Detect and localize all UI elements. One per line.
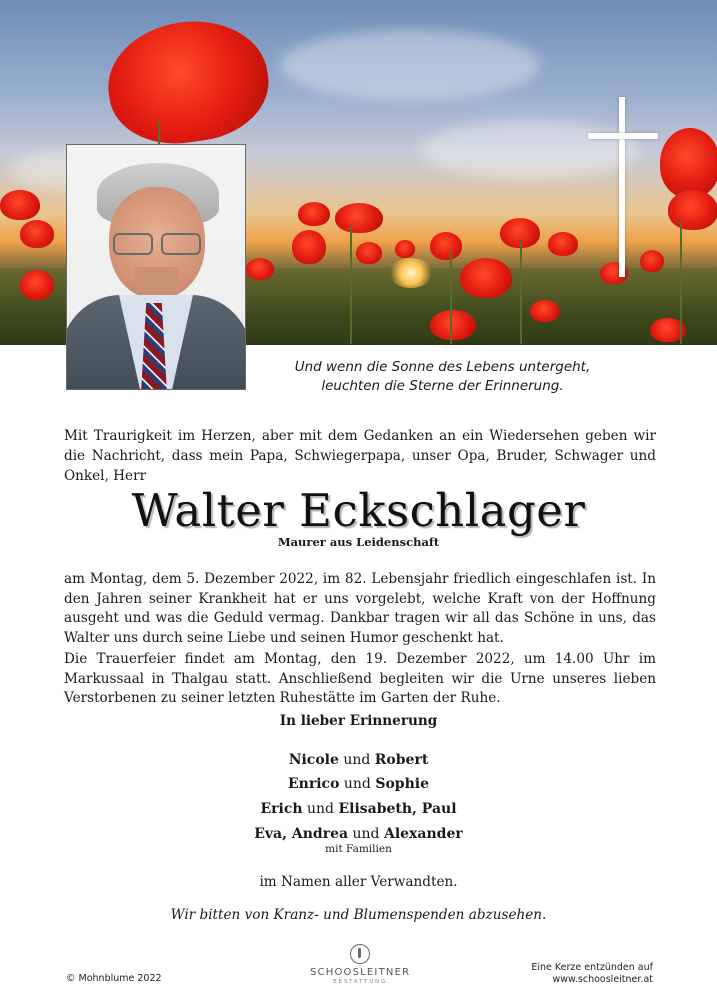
- poppy-flower: [530, 300, 560, 322]
- mourner-name: Robert: [374, 752, 429, 768]
- and-word: und: [352, 826, 380, 842]
- poppy-flower: [20, 270, 54, 300]
- mourner-name: Alexander: [383, 826, 463, 842]
- poppy-flower: [356, 242, 382, 264]
- mourner-name: Eva, Andrea: [254, 826, 349, 842]
- poppy-flower: [395, 240, 415, 258]
- candle-text: Eine Kerze entzünden auf: [531, 962, 653, 973]
- poppy-flower: [460, 258, 512, 298]
- poppy-flower: [0, 190, 40, 220]
- quote-line-2: leuchten die Sterne der Erinnerung.: [321, 378, 564, 394]
- mourner-name: Elisabeth, Paul: [338, 801, 457, 817]
- poppy-flower: [292, 230, 326, 264]
- flowers-request: Wir bitten von Kranz- und Blumenspenden abzusehen.: [170, 907, 547, 923]
- relatives-note: im Namen aller Verwandten.: [259, 874, 458, 890]
- mourner-line: [0, 799, 717, 819]
- mourner-line: [0, 824, 717, 844]
- cross-icon: [588, 97, 658, 277]
- poppy-flower: [100, 11, 275, 152]
- funeral-home-logo: [310, 944, 410, 985]
- intro-text: Mit Traurigkeit im Herzen, aber mit dem Gedanken an ein Wiedersehen geben wir die Nachricht, dass mein Papa, Schwiegerpapa, unser Opa, Bruder, Schwager und Onkel, Herr: [64, 428, 656, 484]
- mourner-name: Nicole: [288, 752, 339, 768]
- logo-subtitle: BESTATTUNG: [332, 979, 388, 985]
- poppy-flower: [668, 190, 717, 230]
- poppy-flower: [430, 232, 462, 260]
- mourner-line: [0, 750, 717, 770]
- rose-icon: [350, 944, 370, 964]
- poppy-flower: [335, 203, 383, 233]
- and-word: und: [343, 776, 371, 792]
- poppy-flower: [548, 232, 578, 256]
- quote-line-1: Und wenn die Sonne des Lebens untergeht,: [294, 359, 591, 375]
- memorial-quote: [250, 358, 635, 396]
- with-families-note: mit Familien: [325, 843, 392, 855]
- mourner-line: [0, 774, 717, 794]
- poppy-flower: [430, 310, 476, 340]
- deceased-name: Walter Eckschlager: [131, 484, 586, 537]
- copyright-text: © Mohnblume 2022: [66, 973, 162, 984]
- portrait-photo: [66, 144, 246, 390]
- poppy-flower: [660, 128, 717, 198]
- mourner-name: Enrico: [288, 776, 340, 792]
- candle-website-link[interactable]: www.schoosleitner.at: [552, 974, 653, 985]
- mourner-name: Sophie: [375, 776, 429, 792]
- poppy-flower: [246, 258, 274, 280]
- poppy-flower: [298, 202, 330, 226]
- mourners-heading: In lieber Erinnerung: [279, 713, 438, 729]
- deceased-subtitle: Maurer aus Leidenschaft: [277, 535, 440, 549]
- and-word: und: [307, 801, 334, 817]
- funeral-details-paragraph: Die Trauerfeier findet am Montag, den 19. Dezember 2022, um 14.00 Uhr im Markussaal in Thalgau statt. Anschließend begleiten wir die Urne unseres lieben Verstorbenen zu seiner letzten Ruhestätte im Garten der Ruhe.: [64, 651, 656, 707]
- poppy-flower: [20, 220, 54, 248]
- mourner-name: Erich: [260, 801, 303, 817]
- and-word: und: [343, 752, 371, 768]
- death-notice-paragraph: am Montag, dem 5. Dezember 2022, im 82. Lebensjahr friedlich eingeschlafen ist. In den Jahren seiner Krankheit hat er uns vorgelebt, welche Kraft von der Hoffnung ausgeht und was die Geduld vermag. Dankbar tragen wir all das Schöne in uns, das Walter uns durch seine Liebe und seinen Humor geschenkt hat.: [64, 571, 656, 646]
- sun: [388, 258, 434, 288]
- logo-name: SCHOOSLEITNER: [310, 967, 411, 978]
- candle-info: [531, 962, 653, 986]
